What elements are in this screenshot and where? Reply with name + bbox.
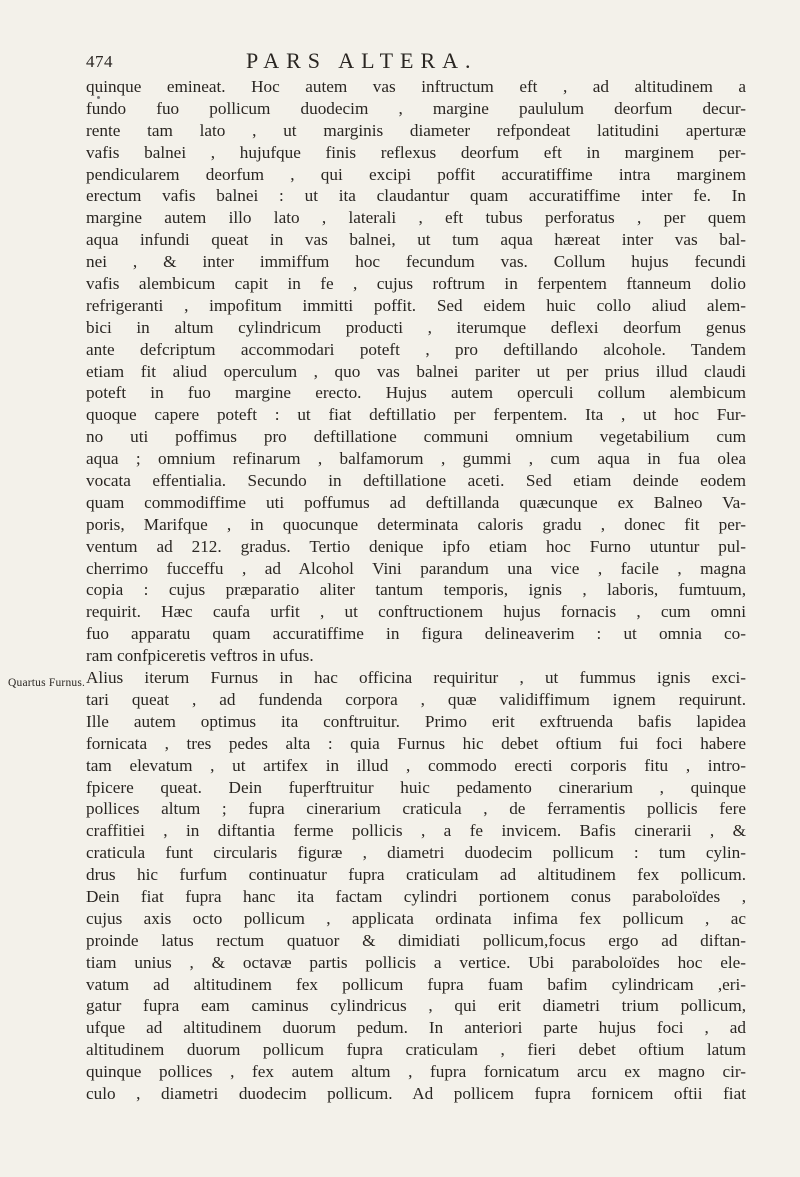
text-line: cherrimo fucceffu , ad Alcohol Vini parandum una vice , facile , magna <box>86 558 746 578</box>
text-line: tiam unius , & octavæ partis pollicis a vertice. Ubi paraboloïdes hoc ele- <box>86 952 746 972</box>
text-line: craticula funt circularis figuræ , diametri duodecim pollicum : tum cylin- <box>86 843 746 863</box>
text-line: ram confpiceretis veftros in ufus. <box>86 646 314 666</box>
text-line: quam commodiffime uti poffumus ad deftillanda quæcunque ex Balneo Va- <box>86 492 746 512</box>
text-line: ufque ad altitudinem duorum pedum. In anteriori parte hujus foci , ad <box>86 1018 746 1038</box>
text-line: fornicata , tres pedes alta : quia Furnus hic debet oftium fui foci habere <box>86 733 746 753</box>
text-line: no uti poffimus pro deftillatione communi omnium vegetabilium cum <box>86 427 746 447</box>
text-line: culo , diametri duodecim pollicum. Ad pollicem fupra fornicem oftii fiat <box>86 1083 746 1103</box>
text-line: Ille autem optimus ita conftruitur. Primo erit exftruenda bafis lapidea <box>86 711 746 731</box>
text-line: gatur fupra eam caminus cylindricus , qui erit diametri trium pollicum, <box>86 996 746 1016</box>
text-line: vafis alembicum capit in fe , cujus roftrum in ferpentem ftanneum dolio <box>86 274 746 294</box>
margin-note: Quartus Furnus. <box>8 677 86 689</box>
running-head: PARS ALTERA. <box>246 48 478 73</box>
text-line: margine autem illo lato , laterali , eft tubus perforatus , per quem <box>86 208 746 228</box>
text-line: requirit. Hæc caufa urfit , ut conftructionem hujus fornacis , cum omni <box>86 602 746 622</box>
text-line: aqua ; omnium refinarum , balfamorum , gummi , cum aqua in fua olea <box>86 449 746 469</box>
page-number: 474 <box>86 52 113 71</box>
text-line: quinque pollices , fex autem altum , fupra fornicatum arcu ex magno cir- <box>86 1062 746 1082</box>
text-line: erectum vafis balnei : ut ita claudantur quam accuratiffime inter fe. In <box>86 186 746 206</box>
text-line: ante defcriptum accommodari poteft , pro deftillando alcohole. Tandem <box>86 339 746 359</box>
text-line: vocata effentialia. Secundo in deftillatione aceti. Sed etiam deinde eodem <box>86 471 746 491</box>
text-line: quoque capere poteft : ut fiat deftillatio per ferpentem. Ita , ut hoc Fur- <box>86 405 746 425</box>
text-line: Dein fiat fupra hanc ita factam cylindri portionem conus paraboloïdes , <box>86 886 746 906</box>
text-line: vafis balnei , hujufque finis reflexus deorfum eft in marginem per- <box>86 142 746 162</box>
text-line: ventum ad 212. gradus. Tertio denique ipfo etiam hoc Furno utuntur pul- <box>86 536 746 556</box>
text-line: poris, Marifque , in quocunque determinata caloris gradu , donec fit per- <box>86 514 746 534</box>
text-line: vatum ad altitudinem fex pollicum fupra fuam bafim cylindricam ,eri- <box>86 974 746 994</box>
text-line: drus hic furfum continuatur fupra craticulam ad altitudinem fex pollicum. <box>86 865 746 885</box>
text-line: refrigeranti , impofitum immitti poffit. Sed eidem huic collo aliud alem- <box>86 295 746 315</box>
text-line: fuo apparatu quam accuratiffime in figura delineaverim : ut omnia co- <box>86 624 746 644</box>
text-line: tari queat , ad fundenda corpora , quæ validiffimum ignem requirunt. <box>86 689 746 709</box>
ink-speck <box>97 96 100 99</box>
text-line: etiam fit aliud operculum , quo vas balnei pariter ut per prius illud claudi <box>86 361 746 381</box>
text-line: tam elevatum , ut artifex in illud , commodo erecti corporis fitu , intro- <box>86 755 746 775</box>
text-line: pollices altum ; fupra cinerarium craticula , de ferramentis pollicis fere <box>86 799 746 819</box>
text-line: Alius iterum Furnus in hac officina requiritur , ut fummus ignis exci- <box>86 668 746 688</box>
text-line: copia : cujus præparatio aliter tantum temporis, ignis , laboris, fumtuum, <box>86 580 746 600</box>
text-line: altitudinem duorum pollicum fupra craticulam , fieri debet oftium latum <box>86 1040 746 1060</box>
text-line: fundo fuo pollicum duodecim , margine paululum deorfum decur- <box>86 98 746 118</box>
text-line: aqua infundi queat in vas balnei, ut tum aqua hæreat inter vas bal- <box>86 230 746 250</box>
text-line: bici in altum cylindricum producti , iterumque deflexi deorfum genus <box>86 317 746 337</box>
text-line: pendicularem deorfum , qui excipi poffit accuratiffime intra marginem <box>86 164 746 184</box>
text-line: rente tam lato , ut marginis diameter refpondeat latitudini aperturæ <box>86 120 746 140</box>
text-line: fpicere queat. Dein fuperftruitur huic pedamento cinerarium , quinque <box>86 777 746 797</box>
text-line: quinque emineat. Hoc autem vas inftructum eft , ad altitudinem a <box>86 77 746 96</box>
text-line: cujus axis octo pollicum , applicata ordinata infima fex pollicum , ac <box>86 908 746 928</box>
text-line: craffitiei , in diftantia ferme pollicis , a fe invicem. Bafis cinerarii , & <box>86 821 746 841</box>
text-line: proinde latus rectum quatuor & dimidiati pollicum,focus ergo ad diftan- <box>86 930 746 950</box>
text-line: nei , & inter immiffum hoc fecundum vas. Collum hujus fecundi <box>86 252 746 272</box>
text-line: poteft in fuo margine erecto. Hujus autem operculi collum alembicum <box>86 383 746 403</box>
body-text <box>86 76 746 1105</box>
